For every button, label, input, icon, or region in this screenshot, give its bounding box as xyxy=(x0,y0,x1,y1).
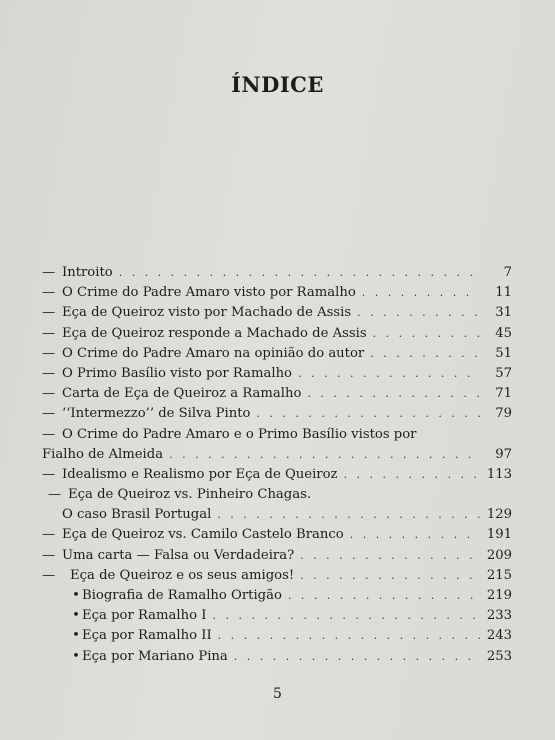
toc-entry: — O Primo Basílio visto por Ramalho . . . 57 xyxy=(42,364,512,384)
toc-entry-page: 129 xyxy=(486,507,512,523)
toc-entry-page: 31 xyxy=(495,305,512,321)
dot-leader xyxy=(234,647,480,667)
dot-leader xyxy=(288,586,480,606)
dot-leader xyxy=(344,465,481,485)
toc-entry: — O Crime do Padre Amaro e o Primo Basílio vistos por xyxy=(42,425,512,445)
toc-subentry-title: Eça por Mariano Pina xyxy=(82,648,228,664)
toc-subentry-title: Eça por Ramalho II xyxy=(82,628,212,644)
toc-entry-title: Eça de Queiroz visto por Machado de Assis xyxy=(62,305,352,321)
table-of-contents xyxy=(42,263,512,667)
toc-entry-page: 45 xyxy=(495,325,512,341)
toc-subentry-page: 219 xyxy=(486,588,512,603)
toc-entry: — O Crime do Padre Amaro na opinião do autor . . . 51 xyxy=(42,344,512,364)
dot-leader xyxy=(307,384,480,404)
dot-leader xyxy=(300,546,480,566)
toc-subentry xyxy=(42,626,512,646)
toc-entry: — Idealismo e Realismo por Eça de Queiroz . . . 113 xyxy=(42,465,512,485)
toc-subentry-page: 243 xyxy=(486,628,512,644)
toc-entry: — O Crime do Padre Amaro visto por Ramalho . . . 11 xyxy=(42,283,512,303)
bullet-icon: • xyxy=(72,588,80,603)
toc-subentry-title: Biografia de Ramalho Ortigão xyxy=(82,588,282,603)
dot-leader xyxy=(212,606,480,626)
dot-leader xyxy=(256,404,480,424)
toc-entry-page: 209 xyxy=(486,547,512,563)
toc-entry-page: 215 xyxy=(486,567,512,583)
toc-entry-title: Fialho de Almeida xyxy=(42,446,164,462)
dot-leader xyxy=(350,525,480,545)
dot-leader xyxy=(217,505,480,525)
toc-entry: — Uma carta — Falsa ou Verdadeira? . . . 209 xyxy=(42,546,512,566)
toc-entry-page: 7 xyxy=(503,265,512,280)
toc-entry-title: Eça de Queiroz responde a Machado de Assis xyxy=(62,325,367,341)
toc-entry: — Carta de Eça de Queiroz a Ramalho . . . 71 xyxy=(42,384,512,404)
toc-entry-title: Eça de Queiroz vs. Camilo Castelo Branco xyxy=(62,527,344,543)
toc-entry-title: Idealismo e Realismo por Eça de Queiroz xyxy=(62,466,338,482)
toc-entry-title: Uma carta — Falsa ou Verdadeira? xyxy=(62,547,295,563)
toc-entry-page: 191 xyxy=(486,527,512,543)
toc-entry: — Eça de Queiroz e os seus amigos! . . . 215 xyxy=(42,566,512,586)
toc-entry-page: 57 xyxy=(495,365,512,381)
toc-subentry xyxy=(42,586,512,606)
toc-subentry-title: Eça por Ramalho I xyxy=(82,608,207,624)
toc-subentry-page: 253 xyxy=(486,648,512,664)
toc-entry: — ‘‘Intermezzo’’ de Silva Pinto . . . 79 xyxy=(42,404,512,424)
toc-entry-title: ‘‘Intermezzo’’ de Silva Pinto xyxy=(62,406,251,422)
toc-entry-page: 79 xyxy=(495,406,512,422)
toc-subentry xyxy=(42,606,512,626)
dot-leader xyxy=(119,263,480,283)
toc-entry-title: O Crime do Padre Amaro visto por Ramalho xyxy=(62,285,356,301)
dot-leader xyxy=(370,344,480,364)
toc-entry-title: O caso Brasil Portugal xyxy=(62,507,212,523)
toc-entry-title: O Crime do Padre Amaro na opinião do autor xyxy=(62,345,365,361)
dot-leader xyxy=(357,303,480,323)
toc-entry-title: Eça de Queiroz e os seus amigos! xyxy=(70,567,295,583)
toc-entry-title: Carta de Eça de Queiroz a Ramalho xyxy=(62,386,302,402)
toc-entry: — Eça de Queiroz vs. Camilo Castelo Branco . . . 191 xyxy=(42,525,512,545)
page-number: 5 xyxy=(273,686,282,702)
dot-leader xyxy=(298,364,480,384)
toc-entry-title: Eça de Queiroz vs. Pinheiro Chagas. xyxy=(68,487,312,503)
toc-subentry xyxy=(42,647,512,667)
toc-entry: — Eça de Queiroz visto por Machado de Assis . . . 31 xyxy=(42,303,512,323)
toc-entry-continuation xyxy=(42,505,512,525)
bullet-icon: • xyxy=(72,648,80,664)
toc-entry-title: O Primo Basílio visto por Ramalho xyxy=(62,365,292,381)
toc-entry-page: 113 xyxy=(486,466,512,482)
toc-entry-continuation xyxy=(42,445,512,465)
toc-entry: — Eça de Queiroz responde a Machado de Assis . . . 45 xyxy=(42,324,512,344)
toc-entry-title: O Crime do Padre Amaro e o Primo Basílio vistos por xyxy=(62,426,417,442)
toc-entry: — Eça de Queiroz vs. Pinheiro Chagas. xyxy=(42,485,512,505)
toc-entry-page: 97 xyxy=(495,446,512,462)
toc-entry-page: 51 xyxy=(495,345,512,361)
toc-entry: — Introito . . . 7 xyxy=(42,263,512,283)
dot-leader xyxy=(169,445,480,465)
toc-entry-title: Introito xyxy=(62,265,113,280)
bullet-icon: • xyxy=(72,608,80,624)
dot-leader xyxy=(218,626,480,646)
toc-entry-page: 11 xyxy=(495,285,512,301)
dot-leader xyxy=(373,324,480,344)
page-title: ÍNDICE xyxy=(231,72,324,97)
toc-entry-page: 71 xyxy=(495,386,512,402)
dot-leader xyxy=(362,283,480,303)
toc-subentry-page: 233 xyxy=(486,608,512,624)
dot-leader xyxy=(300,566,480,586)
bullet-icon: • xyxy=(72,628,80,644)
